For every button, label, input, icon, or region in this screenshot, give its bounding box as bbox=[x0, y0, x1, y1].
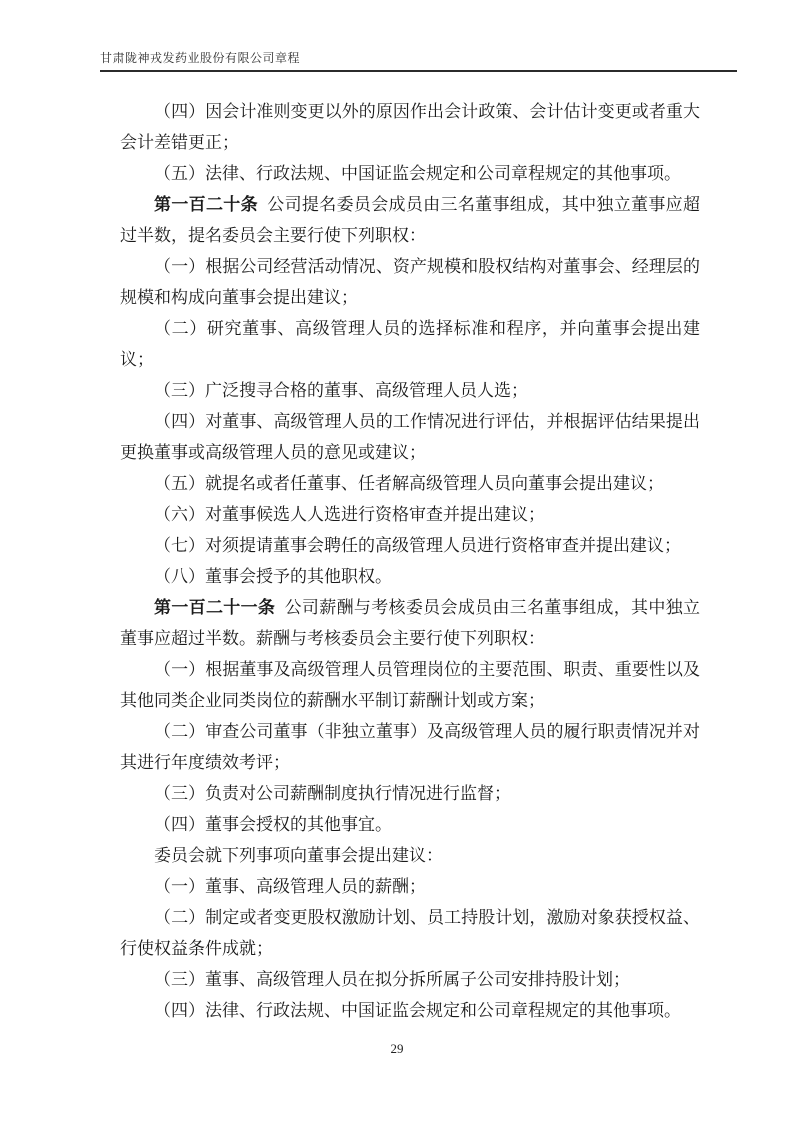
article-number: 第一百二十条 bbox=[154, 195, 258, 214]
paragraph bbox=[120, 313, 700, 375]
paragraph bbox=[120, 406, 700, 468]
document-body bbox=[120, 96, 700, 1026]
paragraph-text: （四）董事会授权的其他事宜。 bbox=[154, 815, 392, 834]
paragraph-text: （七）对须提请董事会聘任的高级管理人员进行资格审查并提出建议； bbox=[154, 536, 681, 555]
paragraph bbox=[120, 871, 700, 902]
paragraph-text: （三）负责对公司薪酬制度执行情况进行监督； bbox=[154, 784, 511, 803]
page-number: 29 bbox=[390, 1041, 404, 1056]
paragraph bbox=[120, 809, 700, 840]
paragraph bbox=[120, 189, 700, 251]
paragraph-text: 公司提名委员会成员由三名董事组成，其中独立董事应超过半数，提名委员会主要行使下列职权： bbox=[120, 195, 701, 245]
paragraph bbox=[120, 778, 700, 809]
paragraph-text: （八）董事会授予的其他职权。 bbox=[154, 567, 392, 586]
page-footer bbox=[0, 1040, 794, 1058]
paragraph-text: （一）根据董事及高级管理人员管理岗位的主要范围、职责、重要性以及其他同类企业同类岗位的薪酬水平制订薪酬计划或方案； bbox=[120, 660, 700, 710]
paragraph bbox=[120, 375, 700, 406]
paragraph-text: （二）审查公司董事（非独立董事）及高级管理人员的履行职责情况并对其进行年度绩效考评； bbox=[120, 722, 700, 772]
header-company-title: 甘肃陇神戎发药业股份有限公司章程 bbox=[100, 51, 301, 65]
paragraph bbox=[120, 654, 700, 716]
paragraph bbox=[120, 716, 700, 778]
paragraph-text: （四）对董事、高级管理人员的工作情况进行评估，并根据评估结果提出更换董事或高级管理人员的意见或建议； bbox=[120, 412, 700, 462]
paragraph bbox=[120, 251, 700, 313]
paragraph-text: （四）因会计准则变更以外的原因作出会计政策、会计估计变更或者重大会计差错更正； bbox=[120, 102, 700, 152]
paragraph-text: （五）就提名或者任董事、任者解高级管理人员向董事会提出建议； bbox=[154, 474, 664, 493]
paragraph bbox=[120, 902, 700, 964]
paragraph-text: 公司薪酬与考核委员会成员由三名董事组成，其中独立董事应超过半数。薪酬与考核委员会主要行使下列职权： bbox=[120, 598, 701, 648]
paragraph-text: （三）董事、高级管理人员在拟分拆所属子公司安排持股计划； bbox=[154, 970, 630, 989]
paragraph bbox=[120, 468, 700, 499]
paragraph bbox=[120, 592, 700, 654]
paragraph bbox=[120, 561, 700, 592]
paragraph-list bbox=[120, 96, 700, 1026]
paragraph bbox=[120, 158, 700, 189]
paragraph-text: （一）董事、高级管理人员的薪酬； bbox=[154, 877, 426, 896]
paragraph-text: （四）法律、行政法规、中国证监会规定和公司章程规定的其他事项。 bbox=[154, 1001, 681, 1020]
page-header bbox=[100, 49, 737, 67]
paragraph bbox=[120, 995, 700, 1026]
paragraph-text: 委员会就下列事项向董事会提出建议： bbox=[154, 846, 443, 865]
paragraph-text: （二）研究董事、高级管理人员的选择标准和程序，并向董事会提出建议； bbox=[120, 319, 700, 369]
paragraph bbox=[120, 840, 700, 871]
paragraph-text: （三）广泛搜寻合格的董事、高级管理人员人选； bbox=[154, 381, 528, 400]
paragraph-text: （一）根据公司经营活动情况、资产规模和股权结构对董事会、经理层的规模和构成向董事会提出建议； bbox=[120, 257, 700, 307]
paragraph-text: （六）对董事候选人人选进行资格审查并提出建议； bbox=[154, 505, 545, 524]
paragraph bbox=[120, 499, 700, 530]
paragraph bbox=[120, 96, 700, 158]
header-rule bbox=[100, 70, 737, 72]
paragraph-text: （五）法律、行政法规、中国证监会规定和公司章程规定的其他事项。 bbox=[154, 164, 681, 183]
paragraph bbox=[120, 530, 700, 561]
paragraph-text: （二）制定或者变更股权激励计划、员工持股计划，激励对象获授权益、行使权益条件成就； bbox=[120, 908, 700, 958]
paragraph bbox=[120, 964, 700, 995]
article-number: 第一百二十一条 bbox=[154, 598, 276, 617]
